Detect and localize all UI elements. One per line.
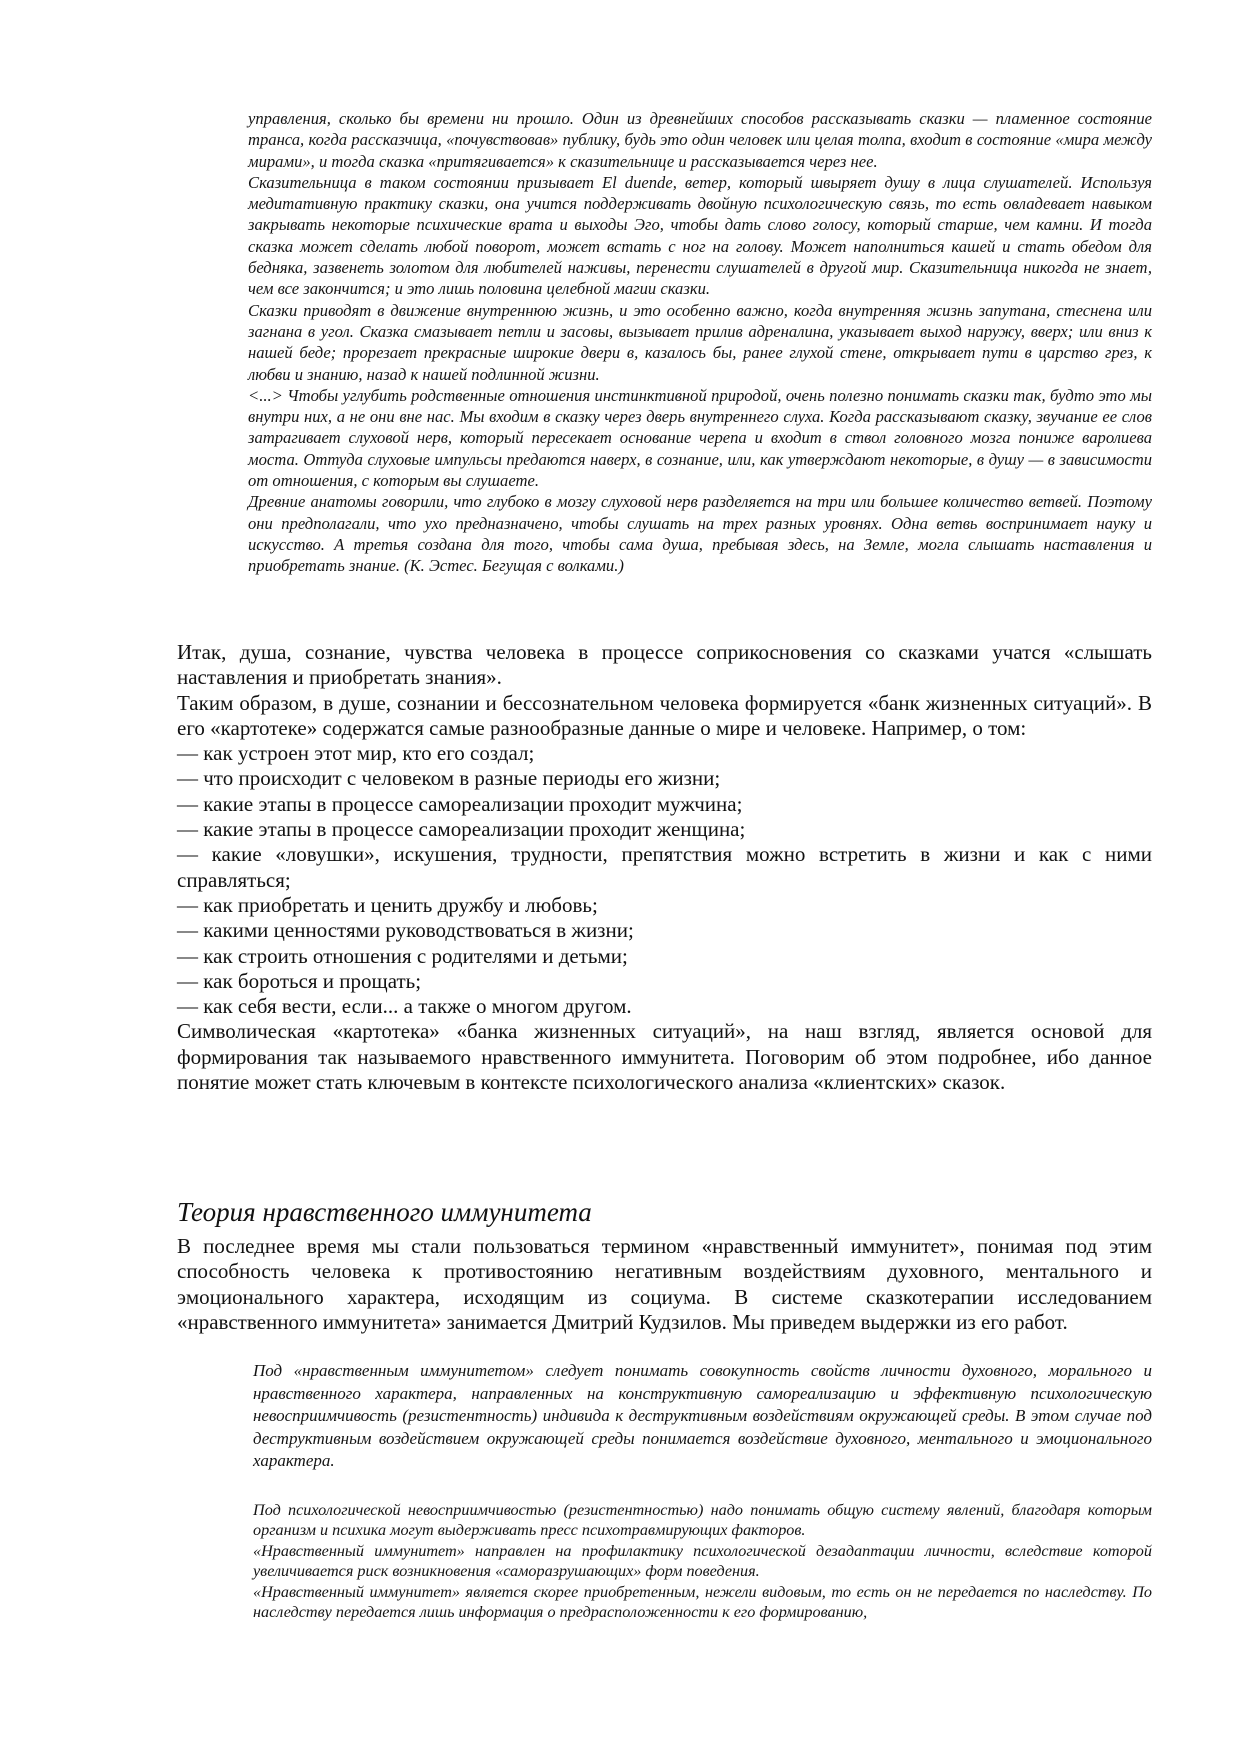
- quote-paragraph: <...> Чтобы углубить родственные отношения инстинктивной природой, очень полезно понимать сказки так, будто это мы внутри них, а не они вне нас. Мы входим в сказку через дверь внутреннего слуха. Когда рассказывают сказку, звучание ее слов затрагивает слуховой нерв, который пересекает основание черепа и входит в ствол головного мозга пониже варолиева моста. Оттуда слуховые импульсы предаются наверх, в сознание, или, как утверждают некоторые, в душу — в зависимости от отношения, с которым вы слушаете.: [248, 385, 1152, 491]
- list-item: — что происходит с человеком в разные периоды его жизни;: [177, 766, 721, 791]
- quote-paragraph: «Нравственный иммунитет» направлен на профилактику психологической дезадаптации личности, вследствие которой увеличивается риск возникновения «саморазрушающих» форм поведения.: [253, 1541, 1152, 1581]
- body-paragraph: Символическая «картотека» «банка жизненных ситуаций», на наш взгляд, является основой для формирования так называемого нравственного иммунитета. Поговорим об этом подробнее, ибо данное понятие может стать ключевым в контексте психологического анализа «клиентских» сказок.: [177, 1019, 1152, 1095]
- block-quote-resistance: [253, 1500, 1152, 1622]
- quote-paragraph: Под «нравственным иммунитетом» следует понимать совокупность свойств личности духовного, морального и нравственного характера, направленных на конструктивную самореализацию и эффективную психологическую невосприимчивость (резистентность) индивида к деструктивным воздействиям окружающей среды. В этом случае под деструктивным воздействием окружающей среды понимается воздействие духовного, ментального и эмоционального характера.: [253, 1361, 1152, 1470]
- block-quote-estes: [248, 108, 1152, 577]
- body-paragraph: Итак, душа, сознание, чувства человека в процессе соприкосновения со сказками учатся «слышать наставления и приобретать знания».: [177, 640, 1152, 690]
- list-item: — какие «ловушки», искушения, трудности, препятствия можно встретить в жизни и как с ними справляться;: [177, 842, 1152, 892]
- body-paragraph: Таким образом, в душе, сознании и бессознательном человека формируется «банк жизненных ситуаций». В его «картотеке» содержатся самые разнообразные данные о мире и человеке. Например, о том:: [177, 690, 1152, 740]
- dash-list: [177, 741, 1152, 1019]
- main-body-text: [177, 640, 1152, 1095]
- quote-paragraph: «Нравственный иммунитет» является скорее приобретенным, нежели видовым, то есть он не передается по наследству. По наследству передается лишь информация о предрасположенности к его формированию,: [253, 1582, 1152, 1622]
- quote-paragraph: Древние анатомы говорили, что глубоко в мозгу слуховой нерв разделяется на три или большее количество ветвей. Поэтому они предполагали, что ухо предназначено, чтобы слушать на трех разных уровнях. Одна ветвь воспринимает науку и искусство. А третья создана для того, чтобы сама душа, пребывая здесь, на Земле, могла слышать наставления и приобретать знание. (К. Эстес. Бегущая с волками.): [248, 492, 1152, 576]
- section-body-text: [177, 1234, 1152, 1335]
- block-quote-definition: [253, 1360, 1152, 1473]
- quote-paragraph: Сказительница в таком состоянии призывает El duende, ветер, который швыряет душу в лица слушателей. Используя медитативную практику сказки, она учится поддерживать двойную психологическую связь, то есть овладевает навыком закрывать некоторые психические врата и выходы Эго, чтобы дать слово голосу, который старше, чем камни. И тогда сказка может сделать любой поворот, может встать с ног на голову. Может наполниться кашей и стать обедом для бедняка, зазвенеть золотом для любителей наживы, перенести слушателей в другой мир. Сказительница никогда не знает, чем все закончится; и это лишь половина целебной магии сказки.: [248, 172, 1152, 299]
- section-heading: Теория нравственного иммунитета: [177, 1197, 592, 1227]
- list-item: — как устроен этот мир, кто его создал;: [177, 741, 535, 766]
- list-item: — как строить отношения с родителями и детьми;: [177, 943, 628, 968]
- quote-paragraph: Сказки приводят в движение внутреннюю жизнь, и это особенно важно, когда внутренняя жизнь запутана, стеснена или загнана в угол. Сказка смазывает петли и засовы, вызывает прилив адреналина, указывает выход наружу, вверх; или вниз к нашей беде; прорезает прекрасные широкие двери в, казалось бы, ранее глухой стене, открывает пути в царство грез, к любви и знанию, назад к нашей подлинной жизни.: [248, 300, 1152, 384]
- quote-paragraph: Под психологической невосприимчивостью (резистентностью) надо понимать общую систему явлений, благодаря которым организм и психика могут выдерживать пресс психотравмирующих факторов.: [253, 1501, 1152, 1540]
- list-item: — какие этапы в процессе самореализации проходит мужчина;: [177, 791, 743, 816]
- list-item: — как себя вести, если... а также о многом другом.: [177, 994, 632, 1019]
- body-paragraph: В последнее время мы стали пользоваться термином «нравственный иммунитет», понимая под этим способность человека к противостоянию негативным воздействиям духовного, ментального и эмоционального характера, исходящим из социума. В системе сказкотерапии исследованием «нравственного иммунитета» занимается Дмитрий Кудзилов. Мы приведем выдержки из его работ.: [177, 1234, 1152, 1334]
- list-item: — какими ценностями руководствоваться в жизни;: [177, 918, 634, 943]
- list-item: — как приобретать и ценить дружбу и любовь;: [177, 892, 598, 917]
- list-item: — какие этапы в процессе самореализации проходит женщина;: [177, 817, 746, 842]
- quote-paragraph: управления, сколько бы времени ни прошло. Один из древнейших способов рассказывать сказки — пламенное состояние транса, когда рассказчица, «почувствовав» публику, будь это один человек или целая толпа, входит в состояние «мира между мирами», и тогда сказка «притягивается» к сказительнице и рассказывается через нее.: [248, 109, 1152, 171]
- list-item: — как бороться и прощать;: [177, 968, 422, 993]
